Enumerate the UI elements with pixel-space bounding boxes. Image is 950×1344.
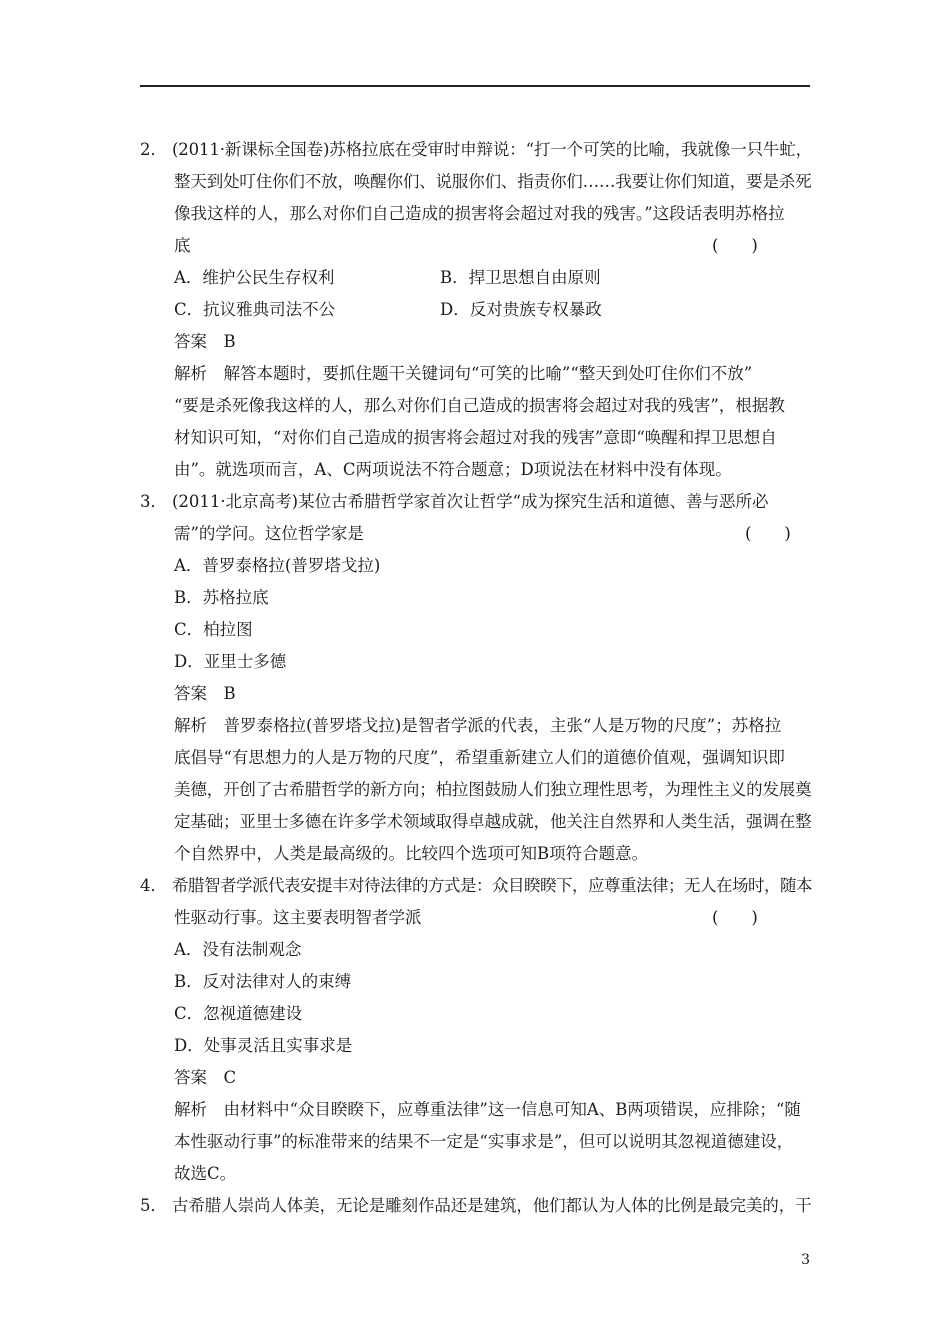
question-number-3: 3． [140,492,167,511]
question-4-analysis-line-1: 解析 由材料中“众目睽睽下，应尊重法律”这一信息可知A、B两项错误，应排除；“随 [174,1100,801,1119]
question-4-option-d: D．处事灵活且实事求是 [174,1036,353,1055]
question-3-analysis-line-2: 底倡导“有思想力的人是万物的尺度”，希望重新建立人们的道德价值观，强调知识即 [174,748,785,767]
question-2-stem-line-1: (2011·新课标全国卷)苏格拉底在受审时申辩说：“打一个可笑的比喻，我就像一只牛虻， [172,140,813,159]
question-3-analysis-line-4: 定基础；亚里士多德在许多学术领域取得卓越成就，他关注自然界和人类生活，强调在整 [174,812,812,831]
question-3-analysis-line-5: 个自然界中，人类是最高级的。比较四个选项可知B项符合题意。 [174,844,649,863]
question-4-analysis-line-2: 本性驱动行事”的标准带来的结果不一定是“实事求是”，但可以说明其忽视道德建设， [174,1132,794,1151]
question-3-stem-line-1: (2011·北京高考)某位古希腊哲学家首次让哲学“成为探究生活和道德、善与恶所必 [172,492,769,511]
question-2-stem-line-4: 底 [174,236,191,255]
question-3-answer: 答案 B [174,684,236,703]
question-2-analysis-line-4: 由”。就选项而言，A、C两项说法不符合题意；D项说法在材料中没有体现。 [174,460,732,479]
question-4-answer: 答案 C [174,1068,237,1087]
question-3-analysis-line-1: 解析 普罗泰格拉(普罗塔戈拉)是智者学派的代表，主张“人是万物的尺度”；苏格拉 [174,716,782,735]
question-3-option-b: B．苏格拉底 [174,588,269,607]
question-4-analysis-line-3: 故选C。 [174,1164,237,1183]
question-4-answer-bracket: ( ) [712,908,758,927]
question-2-analysis-line-2: “要是杀死像我这样的人，那么对你们自己造成的损害将会超过对我的残害”，根据教 [174,396,785,415]
question-2-option-c: C．抗议雅典司法不公 [174,300,336,319]
question-2-answer: 答案 B [174,332,236,351]
question-4-option-a: A．没有法制观念 [174,940,302,959]
question-number-5: 5． [140,1196,167,1215]
question-3-option-a: A．普罗泰格拉(普罗塔戈拉) [174,556,381,575]
question-number-2: 2． [140,140,167,159]
question-3-option-c: C．柏拉图 [174,620,253,639]
question-2-analysis-line-3: 材知识可知，“对你们自己造成的损害将会超过对我的残害”意即“唤醒和捍卫思想自 [174,428,777,447]
question-5-stem-line-1: 古希腊人崇尚人体美，无论是雕刻作品还是建筑，他们都认为人体的比例是最完美的，干 [172,1196,812,1215]
page-number: 3 [801,1252,810,1268]
question-2-stem-line-3: 像我这样的人，那么对你们自己造成的损害将会超过对我的残害。”这段话表明苏格拉 [174,204,785,223]
question-4-option-b: B．反对法律对人的束缚 [174,972,352,991]
question-2-answer-bracket: ( ) [712,236,758,255]
question-4-stem-line-1: 希腊智者学派代表安提丰对待法律的方式是：众目睽睽下，应尊重法律；无人在场时，随本 [172,876,812,895]
question-3-stem-line-2: 需”的学问。这位哲学家是 [174,524,364,543]
question-2-analysis-line-1: 解析 解答本题时，要抓住题干关键词句“可笑的比喻”“整天到处叮住你们不放” [174,364,753,383]
question-2-option-b: B．捍卫思想自由原则 [440,268,601,287]
question-2-option-a: A．维护公民生存权利 [174,268,335,287]
question-number-4: 4． [140,876,167,895]
question-3-option-d: D．亚里士多德 [174,652,287,671]
question-4-option-c: C．忽视道德建设 [174,1004,303,1023]
question-3-analysis-line-3: 美德，开创了古希腊哲学的新方向；柏拉图鼓励人们独立理性思考，为理性主义的发展奠 [174,780,812,799]
question-4-stem-line-2: 性驱动行事。这主要表明智者学派 [174,908,422,927]
header-rule [140,85,810,87]
question-2-option-d: D．反对贵族专权暴政 [440,300,602,319]
question-3-answer-bracket: ( ) [745,524,791,543]
question-2-stem-line-2: 整天到处叮住你们不放，唤醒你们、说服你们、指责你们……我要让你们知道，要是杀死 [174,172,812,191]
